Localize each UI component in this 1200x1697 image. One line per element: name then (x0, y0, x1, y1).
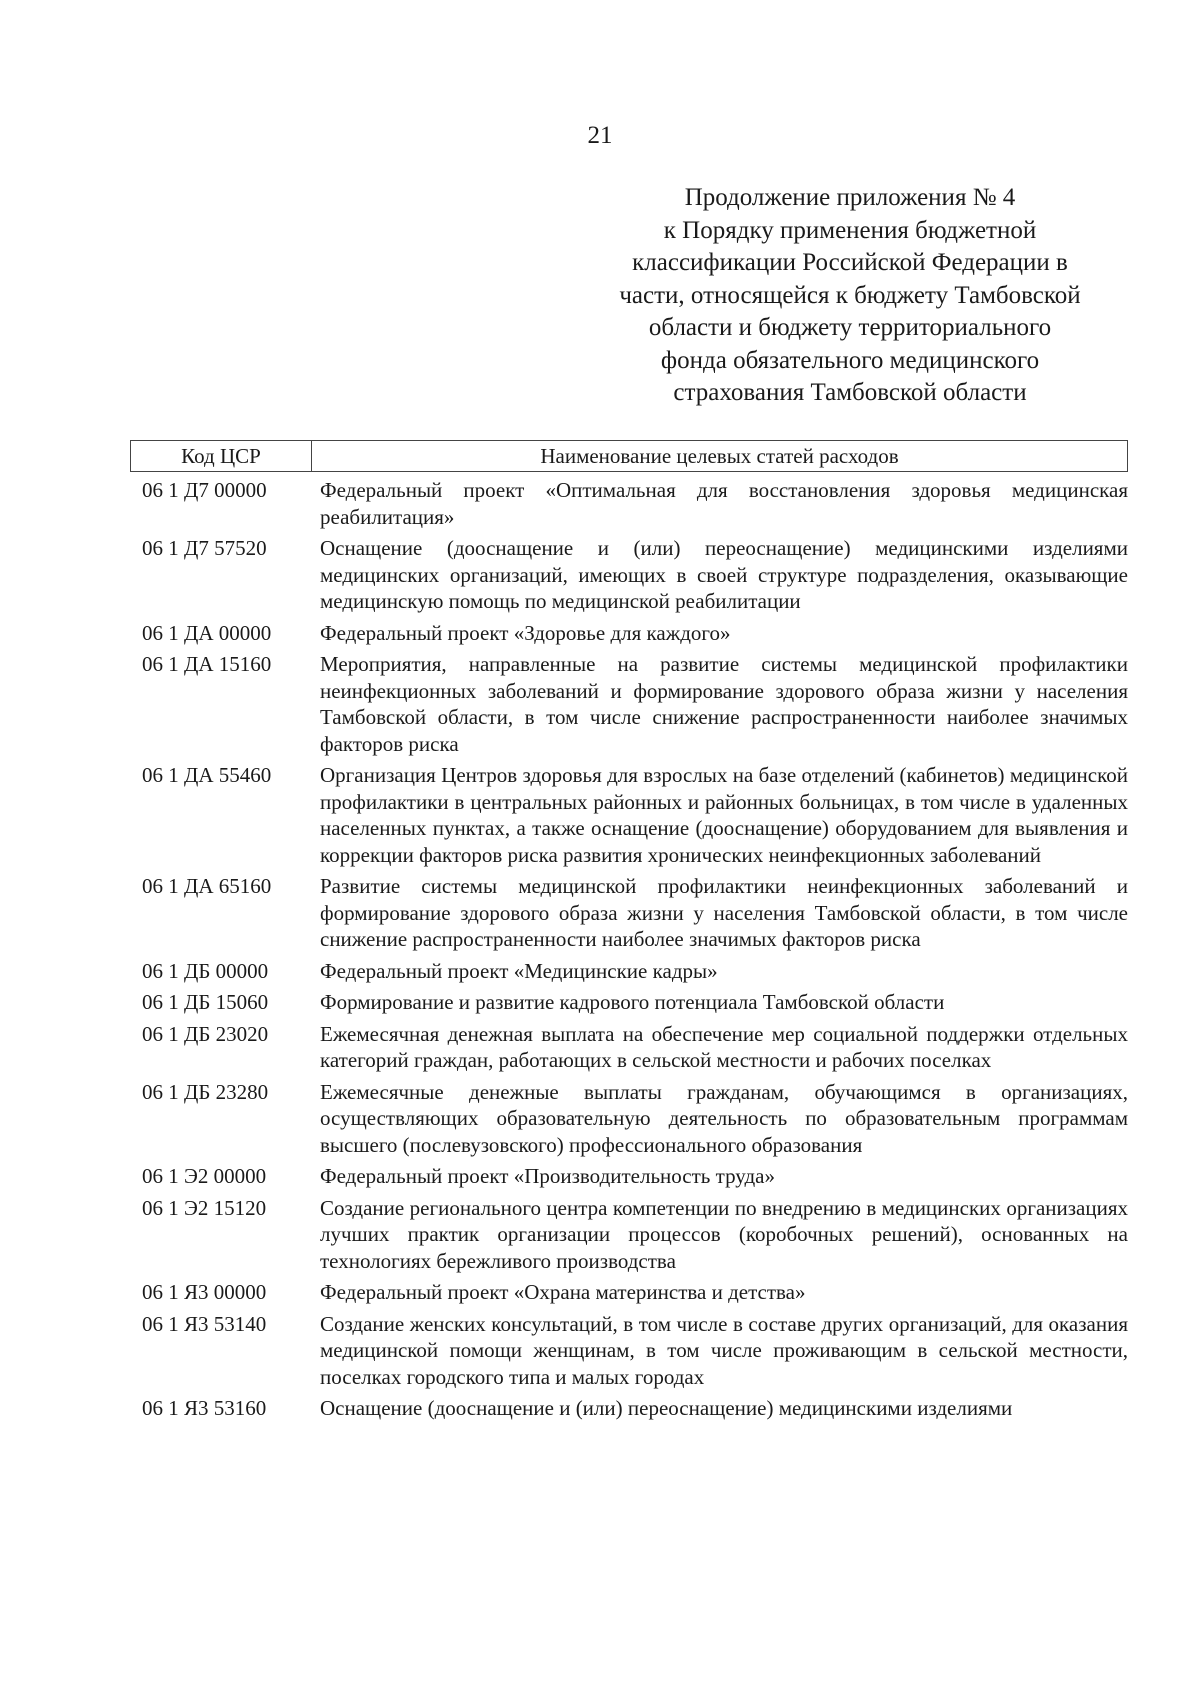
row-code: 06 1 ДА 55460 (142, 763, 272, 787)
row-name: Создание регионального центра компетенции по внедрению в медицинских организациях лучших практик организации процессов (коробочных решений), основанных на технологиях бережливого производства (320, 1195, 1128, 1273)
row-name: Федеральный проект «Здоровье для каждого» (320, 620, 731, 645)
row-name: Федеральный проект «Охрана материнства и детства» (320, 1280, 806, 1304)
row-name: Ежемесячные денежные выплаты гражданам, обучающимся в организациях, осуществляющих образовательную деятельность по образовательным программам высшего (послевузовского) профессионального образования (320, 1079, 1128, 1157)
row-code: 06 1 Я3 53140 (142, 1311, 267, 1336)
table-row (130, 620, 1128, 647)
row-code: 06 1 ДБ 00000 (142, 958, 269, 983)
row-code: 06 1 ДА 65160 (142, 874, 272, 898)
table-row (130, 1395, 1128, 1422)
annex-line: части, относящейся к бюджету Тамбовской (619, 281, 1081, 309)
row-name: Организация Центров здоровья для взрослых на базе отделений (кабинетов) медицинской профилактики в центральных районных и районных больницах, в том числе в удаленных населенных пунктах, а также оснащение (дооснащение) оборудованием для выявления и коррекции факторов риска развития хронических неинфекционных заболеваний (320, 763, 1128, 867)
row-code: 06 1 Э2 00000 (142, 1164, 267, 1188)
table-row (130, 762, 1128, 868)
table-row (130, 1195, 1128, 1275)
row-code: 06 1 Э2 15120 (142, 1195, 267, 1220)
header-name: Наименование целевых статей расходов (540, 444, 899, 468)
row-name: Федеральный проект «Производительность труда» (320, 1164, 775, 1188)
table-body (130, 477, 1128, 1422)
annex-heading (590, 182, 1110, 410)
row-name: Ежемесячная денежная выплата на обеспечение мер социальной поддержки отдельных категорий граждан, работающих в сельской местности и рабочих поселках (320, 1021, 1128, 1072)
annex-line: классификации Российской Федерации в (632, 249, 1068, 276)
row-name: Формирование и развитие кадрового потенциала Тамбовской области (320, 990, 945, 1014)
table-row (130, 1279, 1128, 1306)
table-row (130, 535, 1128, 615)
row-name: Оснащение (дооснащение и (или) переоснащение) медицинскими изделиями (320, 1396, 1013, 1420)
row-code: 06 1 ДБ 15060 (142, 990, 269, 1014)
annex-line: страхования Тамбовской области (673, 379, 1027, 406)
table-row (130, 873, 1128, 953)
expense-items-table (130, 440, 1128, 1422)
row-name: Федеральный проект «Медицинские кадры» (320, 958, 718, 983)
row-name: Федеральный проект «Оптимальная для восстановления здоровья медицинская реабилитация» (320, 478, 1128, 529)
table-row (130, 477, 1128, 530)
table-row (130, 1311, 1128, 1391)
row-code: 06 1 ДБ 23280 (142, 1079, 269, 1104)
table-row (130, 989, 1128, 1016)
table-row (130, 958, 1128, 985)
page-number: 21 (587, 122, 613, 149)
row-name: Развитие системы медицинской профилактики неинфекционных заболеваний и формирование здорового образа жизни у населения Тамбовской области, в том числе снижение распространенности наиболее значимых факторов риска (320, 874, 1128, 951)
table-row (130, 1021, 1128, 1074)
table-row (130, 1163, 1128, 1190)
row-name: Мероприятия, направленные на развитие системы медицинской профилактики неинфекционных заболеваний и формирование здорового образа жизни у населения Тамбовской области, в том числе снижение распространенности наиболее значимых факторов риска (320, 652, 1128, 756)
row-code: 06 1 ДБ 23020 (142, 1021, 269, 1046)
table-row (130, 1079, 1128, 1159)
row-code: 06 1 ДА 00000 (142, 620, 272, 645)
row-name: Создание женских консультаций, в том числе в составе других организаций, для оказания медицинской помощи женщинам, в том числе проживающим в сельской местности, поселках городского типа и малых городах (320, 1311, 1128, 1389)
header-code: Код ЦСР (131, 441, 312, 471)
annex-line: области и бюджету территориального (648, 314, 1052, 341)
annex-line: Продолжение приложения № 4 (684, 184, 1016, 211)
annex-line: к Порядку применения бюджетной (663, 216, 1037, 244)
row-name: Оснащение (дооснащение и (или) переоснащение) медицинскими изделиями медицинских организаций, имеющих в своей структуре подразделения, оказывающие медицинскую помощь по медицинской реабилитации (320, 536, 1128, 613)
row-code: 06 1 Я3 53160 (142, 1396, 267, 1420)
row-code: 06 1 Д7 00000 (142, 478, 267, 502)
row-code: 06 1 Я3 00000 (142, 1280, 267, 1304)
row-code: 06 1 ДА 15160 (142, 652, 272, 676)
annex-line: фонда обязательного медицинского (660, 346, 1040, 374)
row-code: 06 1 Д7 57520 (142, 536, 267, 560)
table-header (130, 440, 1128, 472)
table-row (130, 651, 1128, 757)
